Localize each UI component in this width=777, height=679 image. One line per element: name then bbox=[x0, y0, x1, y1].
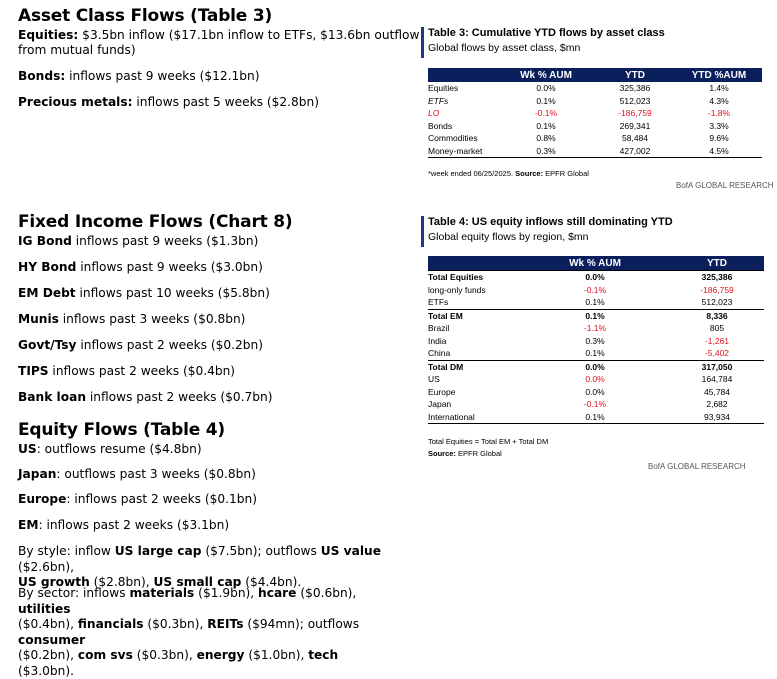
equity-item bbox=[18, 492, 257, 507]
sector-bold: energy bbox=[196, 648, 245, 662]
table3-cell-label: LO bbox=[428, 108, 440, 119]
bonds-label: Bonds: bbox=[18, 69, 66, 83]
table4-cell-ytd: -1,261 bbox=[704, 335, 730, 346]
table4-row bbox=[428, 347, 764, 360]
table4-cell-wk: 0.1% bbox=[585, 348, 605, 359]
fixed-income-item bbox=[18, 390, 273, 405]
fixed-income-item-label: TIPS bbox=[18, 364, 49, 378]
table3-cell-label: Money-market bbox=[428, 145, 498, 158]
table4-cell-label: long-only funds bbox=[428, 284, 486, 295]
footnote-text: *week ended 06/25/2025. bbox=[428, 169, 516, 178]
table4-cell-wk: 0.1% bbox=[520, 411, 670, 424]
equity-item-text: : outflows past 3 weeks ($0.8bn) bbox=[56, 467, 256, 481]
table4-header bbox=[421, 216, 766, 256]
fixed-income-item-text: inflows past 2 weeks ($0.7bn) bbox=[86, 390, 273, 404]
table4-cell-label: India bbox=[428, 335, 447, 346]
table4-cell-label: Total DM bbox=[428, 360, 520, 373]
asset-class-heading: Asset Class Flows (Table 3) bbox=[18, 6, 273, 26]
fixed-income-item-label: IG Bond bbox=[18, 234, 72, 248]
table3-row bbox=[428, 120, 762, 133]
table4-row bbox=[428, 360, 764, 373]
table3-cell-label: Commodities bbox=[428, 133, 478, 144]
table4-cell-ytd: 8,336 bbox=[670, 309, 764, 322]
table3-cell-ytd-pct: 4.3% bbox=[709, 95, 729, 106]
table3-cell-ytd: 269,341 bbox=[619, 120, 651, 131]
table4-cell-wk: -1.1% bbox=[583, 323, 607, 334]
fixed-income-item-text: inflows past 10 weeks ($5.8bn) bbox=[75, 286, 270, 300]
style-bold: US value bbox=[320, 544, 381, 558]
fixed-income-item bbox=[18, 338, 263, 353]
equities-line bbox=[18, 28, 419, 43]
fixed-income-heading: Fixed Income Flows (Chart 8) bbox=[18, 212, 293, 232]
table4-credit: BofA GLOBAL RESEARCH bbox=[648, 462, 746, 471]
table4-cell-ytd: 45,784 bbox=[704, 386, 730, 397]
equity-item-label: Japan bbox=[18, 467, 57, 481]
table4-row bbox=[428, 335, 764, 348]
fixed-income-item-text: inflows past 9 weeks ($3.0bn) bbox=[76, 260, 263, 274]
table4-row bbox=[428, 373, 764, 386]
sector-bold: financials bbox=[77, 617, 144, 631]
table4-source bbox=[428, 449, 502, 458]
table3-row bbox=[428, 107, 762, 120]
table4-cell-wk: 0.0% bbox=[520, 360, 670, 373]
table3-title: Table 3: Cumulative YTD flows by asset class bbox=[428, 27, 665, 39]
equities-label: Equities: bbox=[18, 28, 79, 42]
sector-text: ($0.4bn), bbox=[18, 617, 78, 631]
equity-item-label: US bbox=[18, 442, 37, 456]
table4-cell-wk: 0.3% bbox=[585, 335, 605, 346]
table4-cell-ytd: 325,386 bbox=[670, 271, 764, 284]
table3-cell-ytd: 427,002 bbox=[594, 145, 676, 158]
fixed-income-item-text: inflows past 3 weeks ($0.8bn) bbox=[58, 312, 246, 326]
fixed-income-item bbox=[18, 312, 245, 327]
table3-cell-ytd-pct: 3.3% bbox=[709, 120, 729, 131]
style-text: By style: inflow bbox=[18, 544, 115, 558]
style-bold: US small cap bbox=[153, 575, 242, 589]
table4-cell-label: Total EM bbox=[428, 309, 520, 322]
fixed-income-item bbox=[18, 364, 235, 379]
style-text: ($4.4bn). bbox=[241, 575, 302, 589]
table3-accent-bar bbox=[421, 27, 424, 58]
table3-cell-ytd: 325,386 bbox=[619, 83, 651, 94]
sector-text: ($0.3bn), bbox=[132, 648, 197, 662]
table3-cell-label: ETFs bbox=[428, 95, 449, 106]
table3-cell-wk: -0.1% bbox=[534, 108, 558, 119]
table4-cell-wk: 0.1% bbox=[585, 297, 605, 308]
table4-source-label: Source: bbox=[428, 449, 456, 458]
table4-col-header bbox=[428, 256, 520, 271]
table3-cell-wk: 0.8% bbox=[536, 133, 556, 144]
fixed-income-item-text: inflows past 2 weeks ($0.2bn) bbox=[76, 338, 263, 352]
table3-cell-ytd-pct: 1.4% bbox=[709, 83, 729, 94]
table3-cell-ytd-pct: -1.8% bbox=[707, 108, 731, 119]
table3-cell-ytd-pct: 9.6% bbox=[709, 133, 729, 144]
equity-item bbox=[18, 442, 202, 457]
table3-cell-label: Equities bbox=[428, 83, 459, 94]
equity-item bbox=[18, 467, 256, 482]
table4 bbox=[428, 256, 764, 424]
style-paragraph bbox=[18, 544, 408, 591]
precious-metals-text: inflows past 5 weeks ($2.8bn) bbox=[132, 95, 319, 109]
sector-bold: utilities bbox=[18, 601, 71, 616]
fixed-income-item-text: inflows past 9 weeks ($1.3bn) bbox=[71, 234, 259, 248]
table4-accent-bar bbox=[421, 216, 424, 247]
table4-cell-label: Brazil bbox=[428, 323, 450, 334]
table4-cell-ytd: 93,934 bbox=[670, 411, 764, 424]
table4-cell-label: Japan bbox=[428, 399, 452, 410]
table4-cell-wk: 0.1% bbox=[520, 309, 670, 322]
style-text: ($7.5bn); outflows bbox=[201, 544, 321, 558]
table4-cell-wk: -0.1% bbox=[583, 284, 607, 295]
precious-metals-line bbox=[18, 95, 319, 110]
table3-row bbox=[428, 145, 762, 158]
style-text: ($2.6bn), bbox=[18, 559, 74, 574]
style-bold: US large cap bbox=[114, 544, 202, 558]
precious-metals-label: Precious metals: bbox=[18, 95, 133, 109]
sector-bold: tech bbox=[308, 648, 339, 662]
table4-row bbox=[428, 309, 764, 322]
table4-col-header: Wk % AUM bbox=[520, 256, 670, 271]
table3-cell-wk: 0.1% bbox=[536, 120, 556, 131]
table3-col-header: YTD %AUM bbox=[676, 68, 762, 82]
table3-subtitle: Global flows by asset class, $mn bbox=[428, 42, 581, 54]
table4-cell-ytd: 2,682 bbox=[706, 399, 728, 410]
footnote-source: EPFR Global bbox=[543, 169, 589, 178]
table4-cell-ytd: 317,050 bbox=[670, 360, 764, 373]
table4-row bbox=[428, 271, 764, 284]
table3-header bbox=[421, 27, 766, 67]
sector-bold: materials bbox=[129, 586, 195, 600]
equities-text: $3.5bn inflow ($17.1bn inflow to ETFs, $13.6bn outflow bbox=[78, 28, 420, 42]
sector-bold: com svs bbox=[77, 648, 133, 662]
table4-col-header: YTD bbox=[670, 256, 764, 271]
sector-text: ($0.2bn), bbox=[18, 648, 78, 662]
sector-text: ($0.3bn), bbox=[143, 617, 208, 631]
sector-paragraph bbox=[18, 586, 398, 679]
bonds-line bbox=[18, 69, 259, 84]
sector-bold: REITs bbox=[207, 617, 244, 631]
equity-flows-heading: Equity Flows (Table 4) bbox=[18, 420, 225, 440]
table4-cell-ytd: 805 bbox=[709, 323, 725, 334]
sector-text: By sector: inflows bbox=[18, 586, 130, 600]
table4-row bbox=[428, 322, 764, 335]
fixed-income-item-label: Govt/Tsy bbox=[18, 338, 77, 352]
table3-col-header: YTD bbox=[594, 68, 676, 82]
table3-cell-wk: 0.3% bbox=[498, 145, 594, 158]
table4-note: Total Equities = Total EM + Total DM bbox=[428, 437, 549, 446]
style-text: ($2.8bn), bbox=[89, 575, 154, 589]
table4-cell-wk: -0.1% bbox=[583, 399, 607, 410]
table4-cell-ytd: -186,759 bbox=[700, 284, 734, 295]
table4-title: Table 4: US equity inflows still dominating YTD bbox=[428, 216, 673, 228]
table4-cell-wk: 0.0% bbox=[520, 271, 670, 284]
table4-cell-label: US bbox=[428, 374, 440, 385]
equity-item-label: Europe bbox=[18, 492, 67, 506]
table4-row bbox=[428, 398, 764, 411]
table3-cell-wk: 0.1% bbox=[536, 95, 556, 106]
equity-item-text: : outflows resume ($4.8bn) bbox=[36, 442, 202, 456]
fixed-income-item-label: HY Bond bbox=[18, 260, 77, 274]
fixed-income-item-label: Munis bbox=[18, 312, 59, 326]
table4-cell-label: Total Equities bbox=[428, 271, 520, 284]
table3-cell-ytd: -186,759 bbox=[618, 108, 652, 119]
table4-header-row bbox=[428, 256, 764, 271]
table3-cell-wk: 0.0% bbox=[536, 83, 556, 94]
table3-row bbox=[428, 132, 762, 145]
sector-text: ($1.9bn), bbox=[194, 586, 259, 600]
equities-line-2: from mutual funds) bbox=[18, 43, 136, 57]
fixed-income-item-label: Bank loan bbox=[18, 390, 86, 404]
table3 bbox=[428, 68, 762, 158]
table4-cell-ytd: 164,784 bbox=[701, 374, 733, 385]
table4-cell-label: China bbox=[428, 348, 451, 359]
table4-cell-label: International bbox=[428, 411, 520, 424]
sector-text: ($3.0bn). bbox=[18, 663, 74, 678]
table3-row bbox=[428, 95, 762, 108]
footnote-source-label: Source: bbox=[515, 169, 544, 178]
table3-row bbox=[428, 82, 762, 95]
sector-bold: consumer bbox=[18, 632, 86, 647]
equity-item-text: : inflows past 2 weeks ($0.1bn) bbox=[66, 492, 257, 506]
style-bold: US growth bbox=[18, 575, 90, 589]
table4-cell-ytd: 512,023 bbox=[701, 297, 733, 308]
table3-header-row bbox=[428, 68, 762, 82]
table4-row bbox=[428, 296, 764, 309]
fixed-income-item bbox=[18, 260, 263, 275]
table3-cell-ytd-pct: 4.5% bbox=[676, 145, 762, 158]
table3-cell-label: Bonds bbox=[428, 120, 453, 131]
sector-text: ($0.6bn), bbox=[296, 586, 357, 600]
table4-subtitle: Global equity flows by region, $mn bbox=[428, 231, 589, 243]
bonds-text: inflows past 9 weeks ($12.1bn) bbox=[65, 69, 260, 83]
table3-cell-ytd: 512,023 bbox=[619, 95, 651, 106]
table4-cell-wk: 0.0% bbox=[585, 386, 605, 397]
table4-row bbox=[428, 411, 764, 424]
table4-cell-wk: 0.0% bbox=[585, 374, 605, 385]
table4-cell-label: ETFs bbox=[428, 297, 449, 308]
fixed-income-item-label: EM Debt bbox=[18, 286, 76, 300]
table4-row bbox=[428, 386, 764, 399]
equity-item bbox=[18, 518, 229, 533]
table3-col-header: Wk % AUM bbox=[498, 68, 594, 82]
table4-row bbox=[428, 284, 764, 297]
fixed-income-item-text: inflows past 2 weeks ($0.4bn) bbox=[48, 364, 236, 378]
fixed-income-item bbox=[18, 234, 258, 249]
sector-text: ($94mn); outflows bbox=[243, 617, 360, 631]
table4-source-text: EPFR Global bbox=[455, 449, 502, 458]
table4-cell-label: Europe bbox=[428, 386, 456, 397]
sector-text: ($1.0bn), bbox=[244, 648, 309, 662]
table3-col-header bbox=[428, 68, 498, 82]
table3-credit: BofA GLOBAL RESEARCH bbox=[676, 181, 774, 190]
sector-bold: hcare bbox=[258, 586, 297, 600]
equity-item-label: EM bbox=[18, 518, 39, 532]
table3-cell-ytd: 58,484 bbox=[622, 133, 648, 144]
equity-item-text: : inflows past 2 weeks ($3.1bn) bbox=[38, 518, 230, 532]
fixed-income-item bbox=[18, 286, 270, 301]
table3-footnote bbox=[428, 169, 589, 178]
table4-cell-ytd: -5,402 bbox=[704, 348, 730, 359]
